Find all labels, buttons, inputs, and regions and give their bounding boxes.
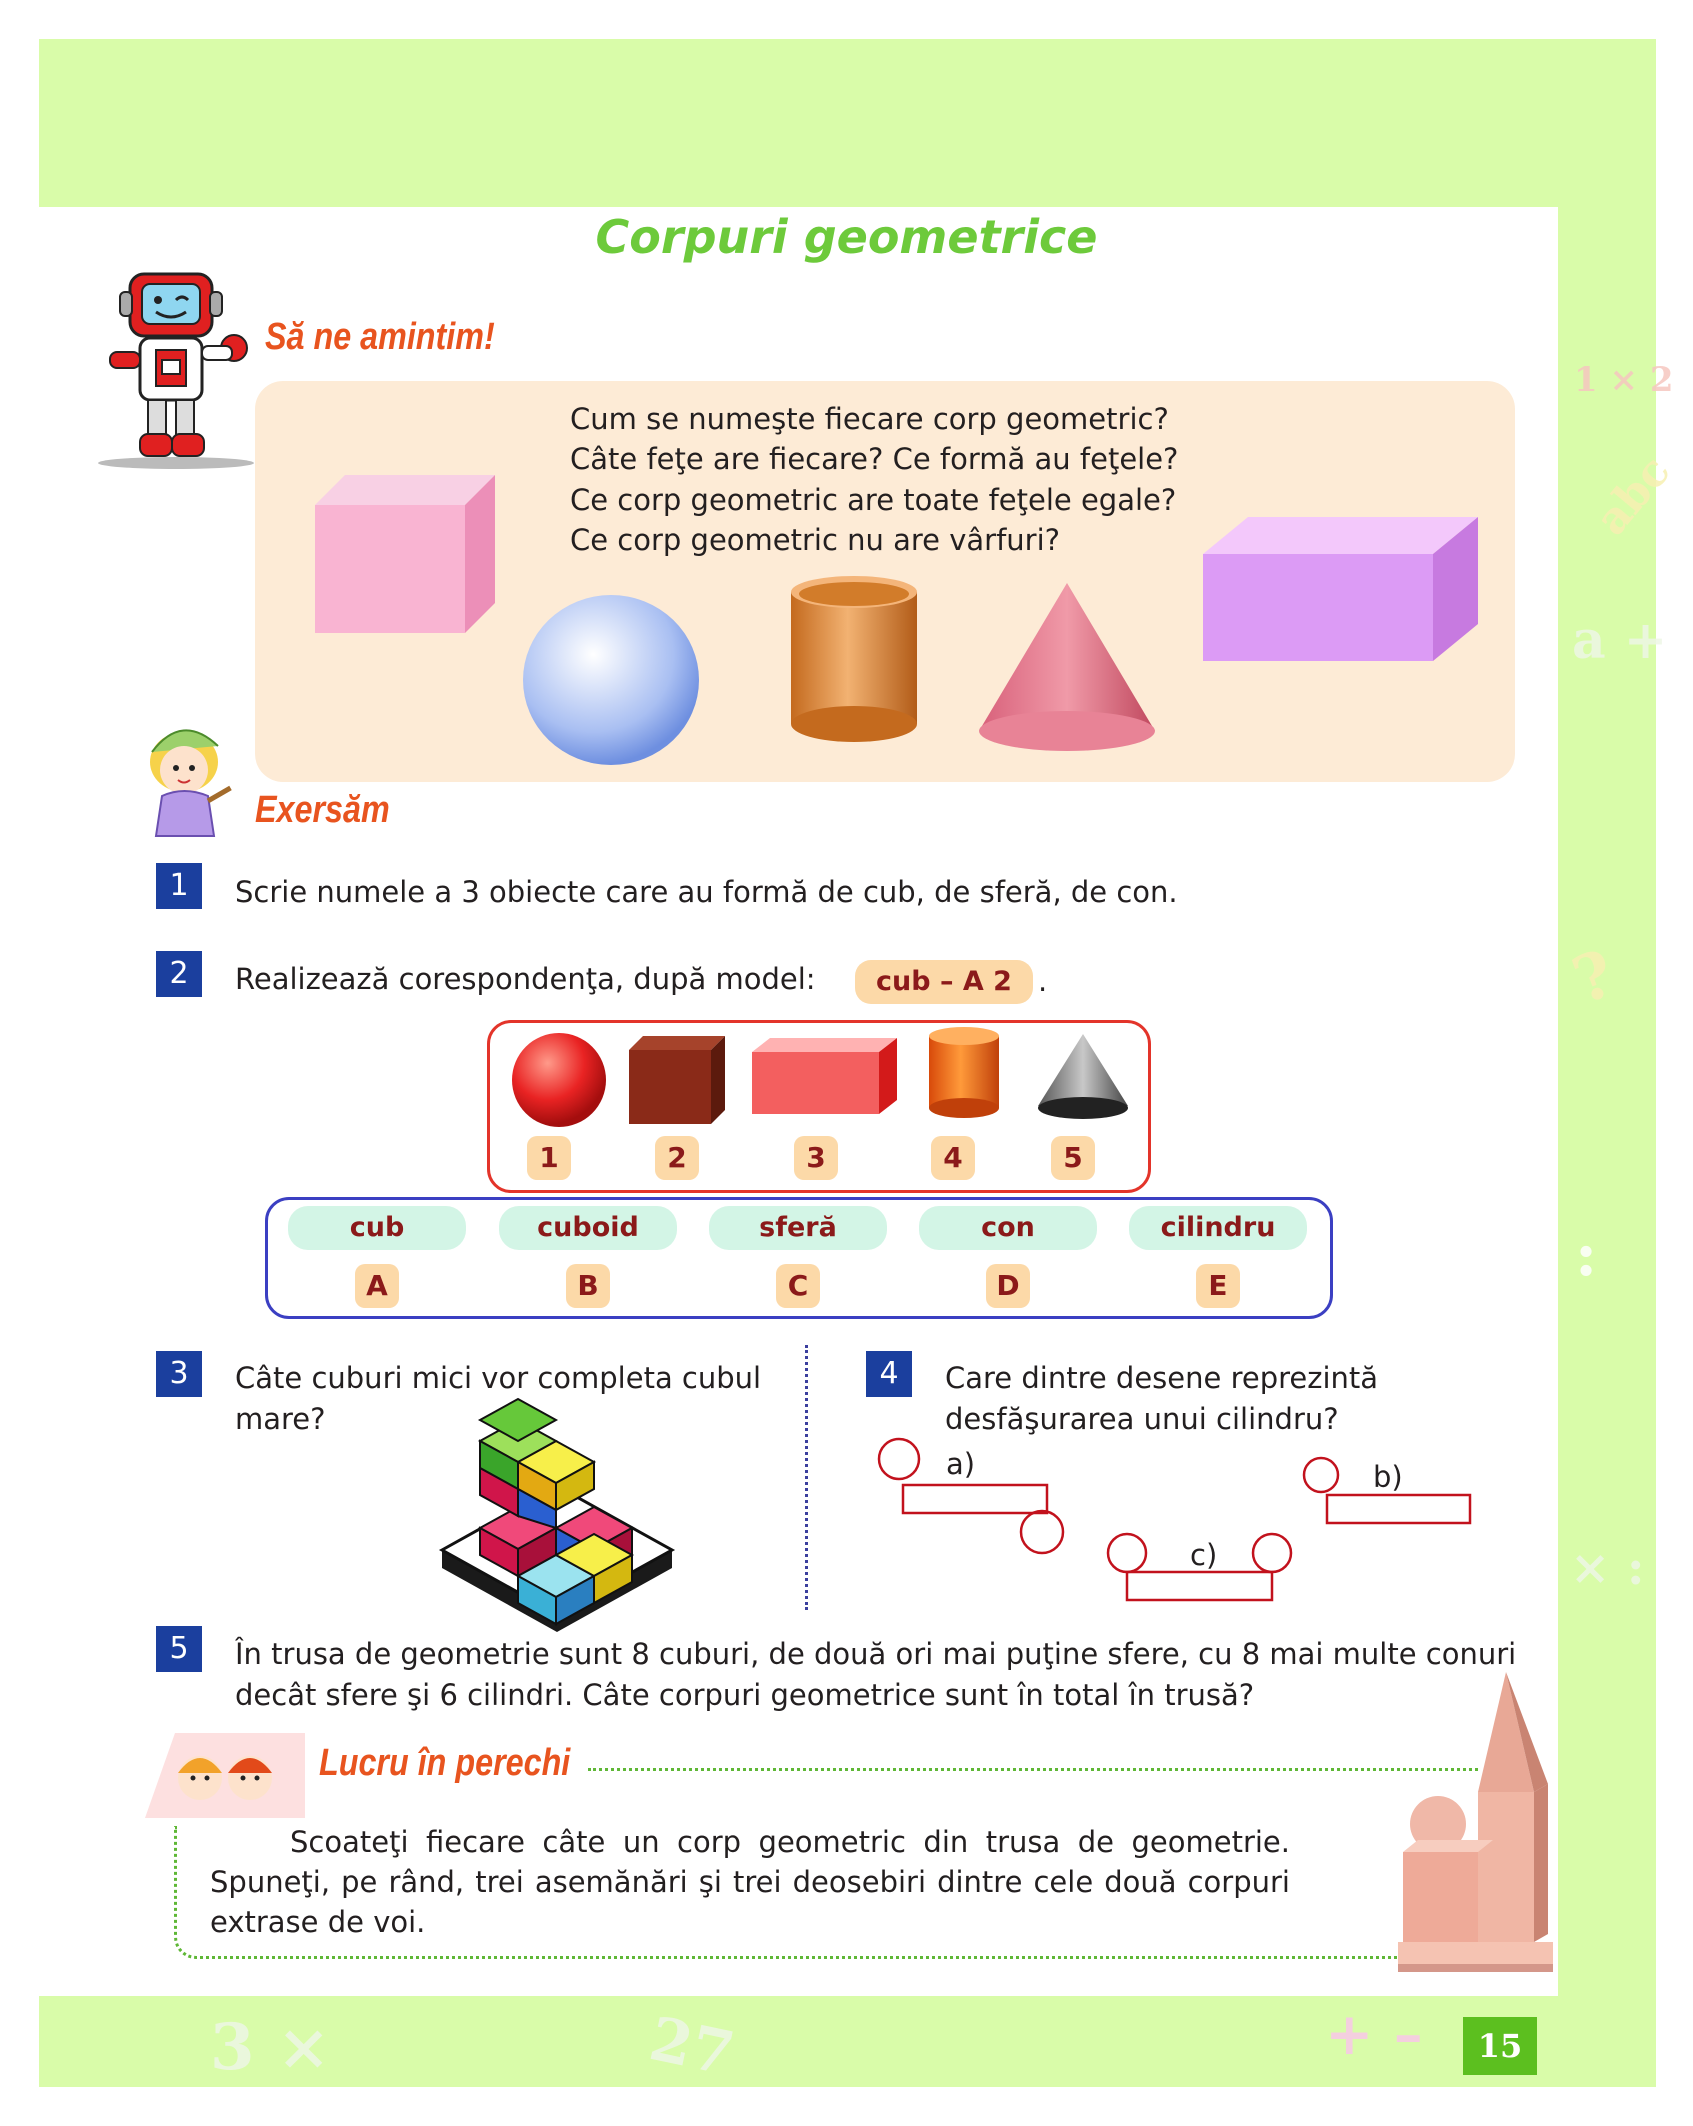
cylinder-icon xyxy=(789,574,919,744)
exercise-2-text: Realizează corespondenţa, după model: xyxy=(235,962,816,996)
exercise-2-period: . xyxy=(1038,964,1048,998)
pairs-text xyxy=(210,1822,1290,1942)
pink-cube-icon xyxy=(315,475,495,640)
exercise-divider xyxy=(805,1345,808,1610)
top-frame-band xyxy=(39,39,1656,207)
letter-b: B xyxy=(566,1264,610,1308)
exercise-1-number: 1 xyxy=(156,863,202,909)
children-pair-icon xyxy=(145,1733,305,1818)
orange-cylinder-icon xyxy=(928,1026,1000,1120)
name-cub: cub xyxy=(288,1206,466,1250)
practice-heading: Exersăm xyxy=(255,789,390,831)
girl-mascot-icon xyxy=(124,722,244,847)
option-b-label: b) xyxy=(1373,1460,1403,1494)
deco-question: ? xyxy=(1563,935,1625,1020)
letter-a: A xyxy=(355,1264,399,1308)
right-frame-band xyxy=(1558,39,1656,2087)
exercise-4-text-line1: Care dintre desene reprezintă xyxy=(945,1361,1379,1395)
red-sphere-icon xyxy=(511,1032,607,1128)
page-title: Corpuri geometrice xyxy=(595,210,1098,264)
name-con: con xyxy=(919,1206,1097,1250)
shape-number-3: 3 xyxy=(794,1136,838,1180)
exercise-5-text-line2: decât sfere şi 6 cilindri. Câte corpuri geometrice sunt în total în trusă? xyxy=(235,1678,1255,1712)
exercise-3-text-line2: mare? xyxy=(235,1402,326,1436)
shape-number-1: 1 xyxy=(527,1136,571,1180)
exercise-4-text-line2: desfăşurarea unui cilindru? xyxy=(945,1402,1339,1436)
deco-plus: a + xyxy=(1572,610,1668,671)
letter-c: C xyxy=(776,1264,820,1308)
letter-d: D xyxy=(986,1264,1030,1308)
shape-number-5: 5 xyxy=(1051,1136,1095,1180)
exercise-5-text-line1: În trusa de geometrie sunt 8 cuburi, de două ori mai puţine sfere, cu 8 mai multe conuri xyxy=(235,1637,1517,1671)
cube-puzzle-icon xyxy=(442,1400,672,1632)
name-cuboid: cuboid xyxy=(499,1206,677,1250)
exercise-3-number: 3 xyxy=(156,1351,202,1397)
deco-multiply: 1 × 2 xyxy=(1574,360,1674,400)
exercise-3-text-line1: Câte cuburi mici vor completa cubul xyxy=(235,1361,762,1395)
cone-icon xyxy=(977,583,1157,753)
exercise-4-number: 4 xyxy=(866,1351,912,1397)
deco-times-colon: × : xyxy=(1570,1540,1645,1596)
grey-cone-icon xyxy=(1036,1034,1130,1120)
option-c-label: c) xyxy=(1190,1538,1218,1572)
recall-question-3: Ce corp geometric are toate feţele egale? xyxy=(570,483,1177,517)
deco-plus-minus: + – xyxy=(1325,2000,1423,2068)
pairs-heading: Lucru în perechi xyxy=(319,1742,571,1784)
name-cilindru: cilindru xyxy=(1129,1206,1307,1250)
name-sfera: sferă xyxy=(709,1206,887,1250)
pairs-text-content: Scoateţi fiecare câte un corp geometric din trusa de geometrie. Spuneţi, pe rând, trei asemănări şi trei deosebiri dintre cele două corpuri extrase de voi. xyxy=(210,1825,1290,1939)
brown-cube-icon xyxy=(629,1036,725,1124)
deco-3-times: 3 × xyxy=(210,2010,331,2085)
deco-colon: : xyxy=(1575,1220,1598,1290)
red-cuboid-icon xyxy=(752,1038,897,1118)
exercise-1-text: Scrie numele a 3 obiecte care au formă de cub, de sferă, de con. xyxy=(235,875,1178,909)
robot-mascot-icon xyxy=(96,268,256,468)
wooden-blocks-icon xyxy=(1398,1672,1558,1972)
recall-heading: Să ne amintim! xyxy=(265,316,495,358)
recall-question-1: Cum se numeşte fiecare corp geometric? xyxy=(570,402,1169,436)
recall-question-2: Câte feţe are fiecare? Ce formă au feţele? xyxy=(570,442,1179,476)
pairs-dotted-line xyxy=(588,1768,1478,1771)
letter-e: E xyxy=(1196,1264,1240,1308)
option-a-label: a) xyxy=(946,1447,976,1481)
shape-number-4: 4 xyxy=(931,1136,975,1180)
shape-number-2: 2 xyxy=(655,1136,699,1180)
purple-cuboid-icon xyxy=(1203,517,1478,667)
exercise-2-number: 2 xyxy=(156,951,202,997)
page-number: 15 xyxy=(1463,2017,1537,2075)
exercise-5-number: 5 xyxy=(156,1626,202,1672)
deco-abc: abc xyxy=(1585,446,1681,545)
recall-question-4: Ce corp geometric nu are vârfuri? xyxy=(570,523,1061,557)
model-example-pill: cub – A 2 xyxy=(855,960,1033,1004)
sphere-icon xyxy=(521,590,701,770)
deco-27: 27 xyxy=(643,2004,740,2090)
